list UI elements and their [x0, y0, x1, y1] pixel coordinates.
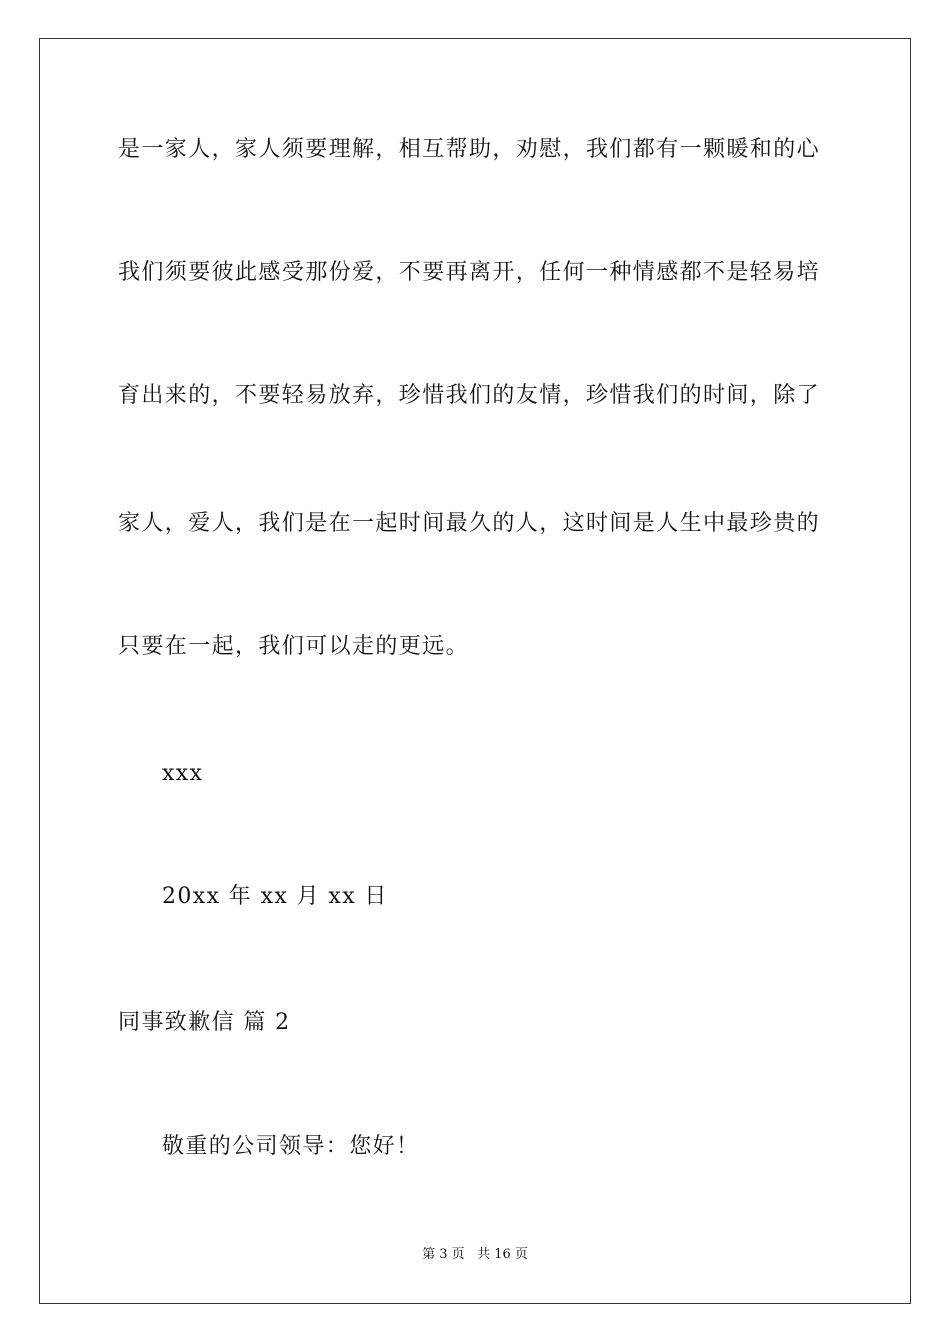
page-total: 共 16 页	[477, 1247, 528, 1262]
paragraph-line-4: 家人，爱人，我们是在一起时间最久的人，这时间是人生中最珍贵的	[118, 511, 821, 536]
page-number: 第 3 页	[422, 1247, 465, 1262]
salutation: 敬重的公司领导：您好！	[162, 1134, 420, 1159]
paragraph-line-2: 我们须要彼此感受那份爱，不要再离开，任何一种情感都不是轻易培	[118, 260, 821, 285]
signature: xxx	[162, 761, 204, 786]
page-footer	[0, 1246, 950, 1264]
date: 20xx 年 xx 月 xx 日	[162, 884, 388, 909]
paragraph-line-3: 育出来的，不要轻易放弃，珍惜我们的友情，珍惜我们的时间，除了	[118, 383, 821, 408]
paragraph-line-5: 只要在一起，我们可以走的更远。	[118, 634, 470, 659]
page-border	[39, 38, 911, 1304]
paragraph-line-1: 是一家人，家人须要理解，相互帮助，劝慰，我们都有一颗暖和的心	[118, 137, 821, 162]
section-title: 同事致歉信 篇 2	[118, 1010, 291, 1035]
